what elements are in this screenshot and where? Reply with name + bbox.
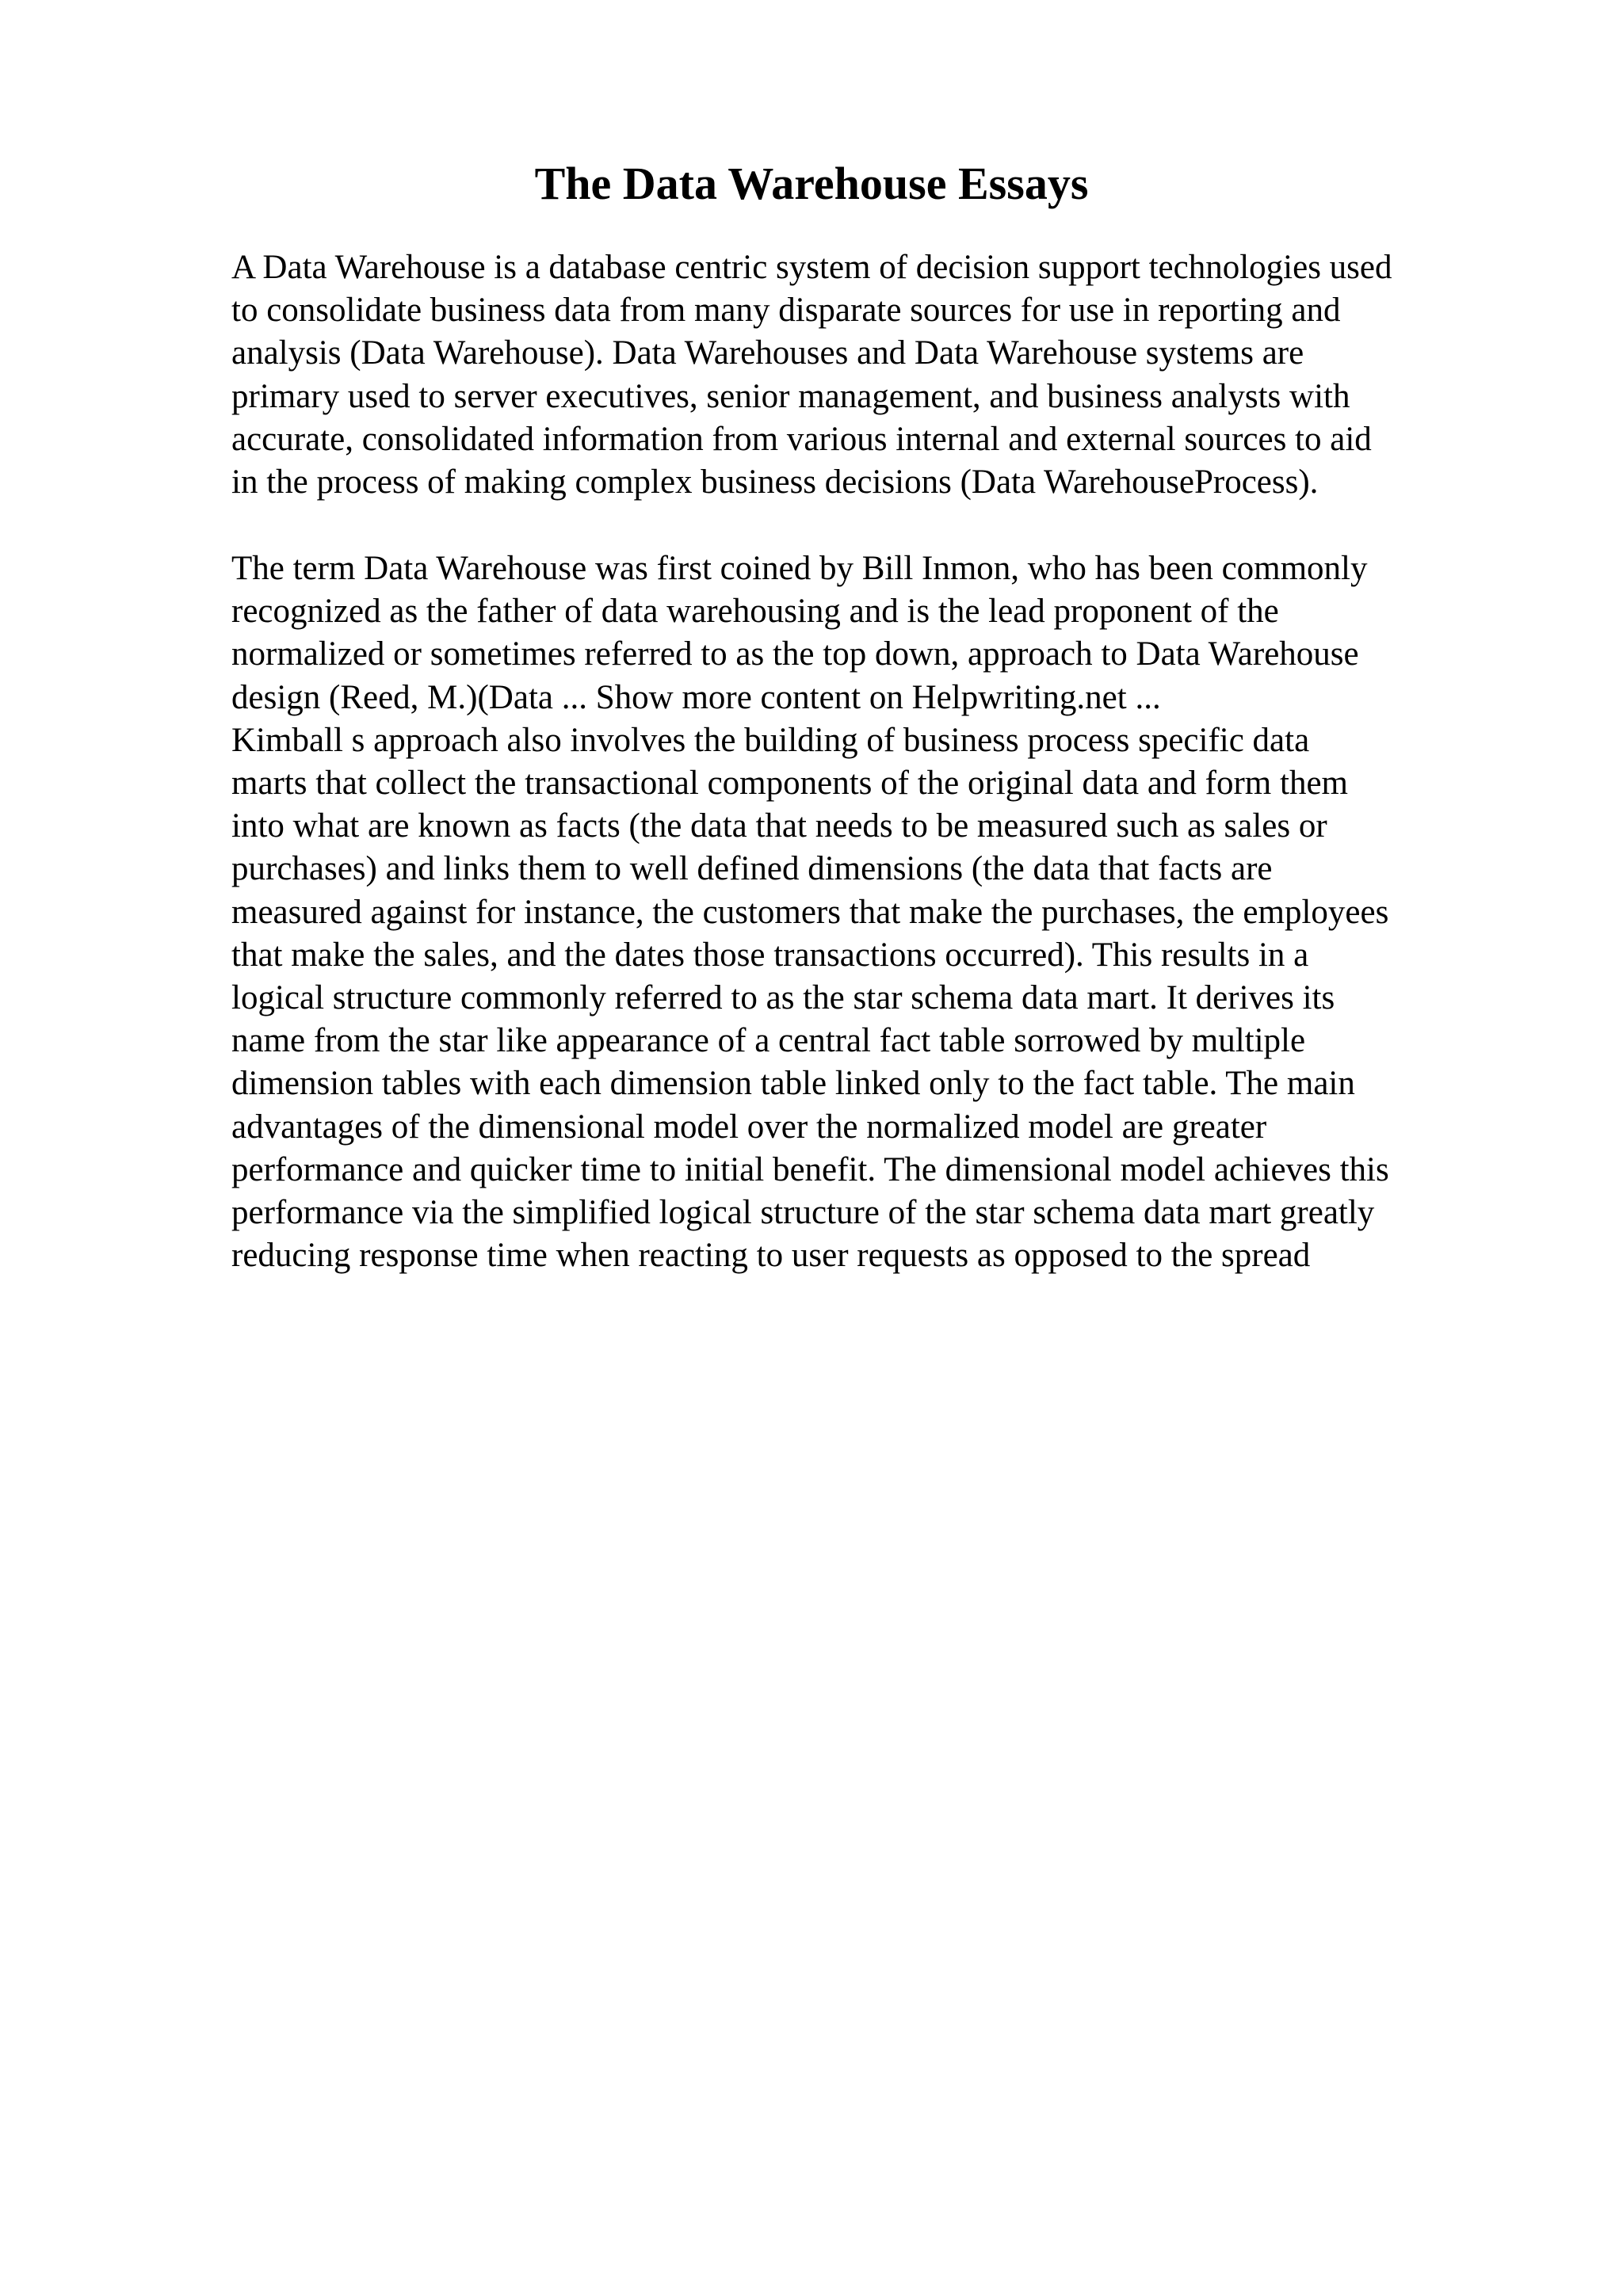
paragraph-line: dimension tables with each dimension table linked only to the fact table. The main [231, 1065, 1355, 1103]
paragraph-line: The term Data Warehouse was first coined by Bill Inmon, who has been commonly [231, 550, 1368, 587]
paragraph-line: A Data Warehouse is a database centric system of decision support technologies used [231, 249, 1392, 286]
paragraph-line: accurate, consolidated information from various internal and external sources to aid [231, 420, 1372, 458]
paragraph-line: advantages of the dimensional model over the normalized model are greater [231, 1108, 1267, 1146]
page-title: The Data Warehouse Essays [534, 158, 1089, 209]
paragraph-line: purchases) and links them to well defined dimensions (the data that facts are [231, 850, 1273, 888]
paragraph-line: reducing response time when reacting to user requests as opposed to the spread [231, 1237, 1311, 1275]
paragraph-line: logical structure commonly referred to as the star schema data mart. It derives its [231, 979, 1335, 1017]
paragraph-introduction [231, 246, 1539, 504]
paragraph-line: normalized or sometimes referred to as the top down, approach to Data Warehouse [231, 635, 1359, 673]
paragraph-line: marts that collect the transactional components of the original data and form them [231, 765, 1348, 803]
paragraph-line: primary used to server executives, senior management, and business analysts with [231, 377, 1350, 415]
paragraph-line: design (Reed, M.)(Data ... Show more content on Helpwriting.net ... [231, 678, 1161, 716]
paragraph-line: performance and quicker time to initial benefit. The dimensional model achieves this [231, 1150, 1389, 1188]
paragraph-line: analysis (Data Warehouse). Data Warehouses and Data Warehouse systems are [231, 334, 1304, 372]
paragraph-line: recognized as the father of data warehousing and is the lead proponent of the [231, 593, 1279, 631]
paragraph-line: in the process of making complex business decisions (Data WarehouseProcess). [231, 463, 1319, 502]
paragraph-line: into what are known as facts (the data that needs to be measured such as sales or [231, 807, 1327, 845]
paragraph-line: performance via the simplified logical structure of the star schema data mart greatly [231, 1194, 1375, 1232]
paragraph-line: measured against for instance, the customers that make the purchases, the employees [231, 893, 1389, 931]
paragraph-line: name from the star like appearance of a central fact table sorrowed by multiple [231, 1022, 1306, 1060]
paragraph-line: Kimball s approach also involves the building of business process specific data [231, 721, 1310, 759]
paragraph-line: to consolidate business data from many disparate sources for use in reporting and [231, 292, 1341, 330]
paragraph-history [231, 547, 1539, 1277]
paragraph-line: that make the sales, and the dates those transactions occurred). This results in a [231, 936, 1309, 974]
